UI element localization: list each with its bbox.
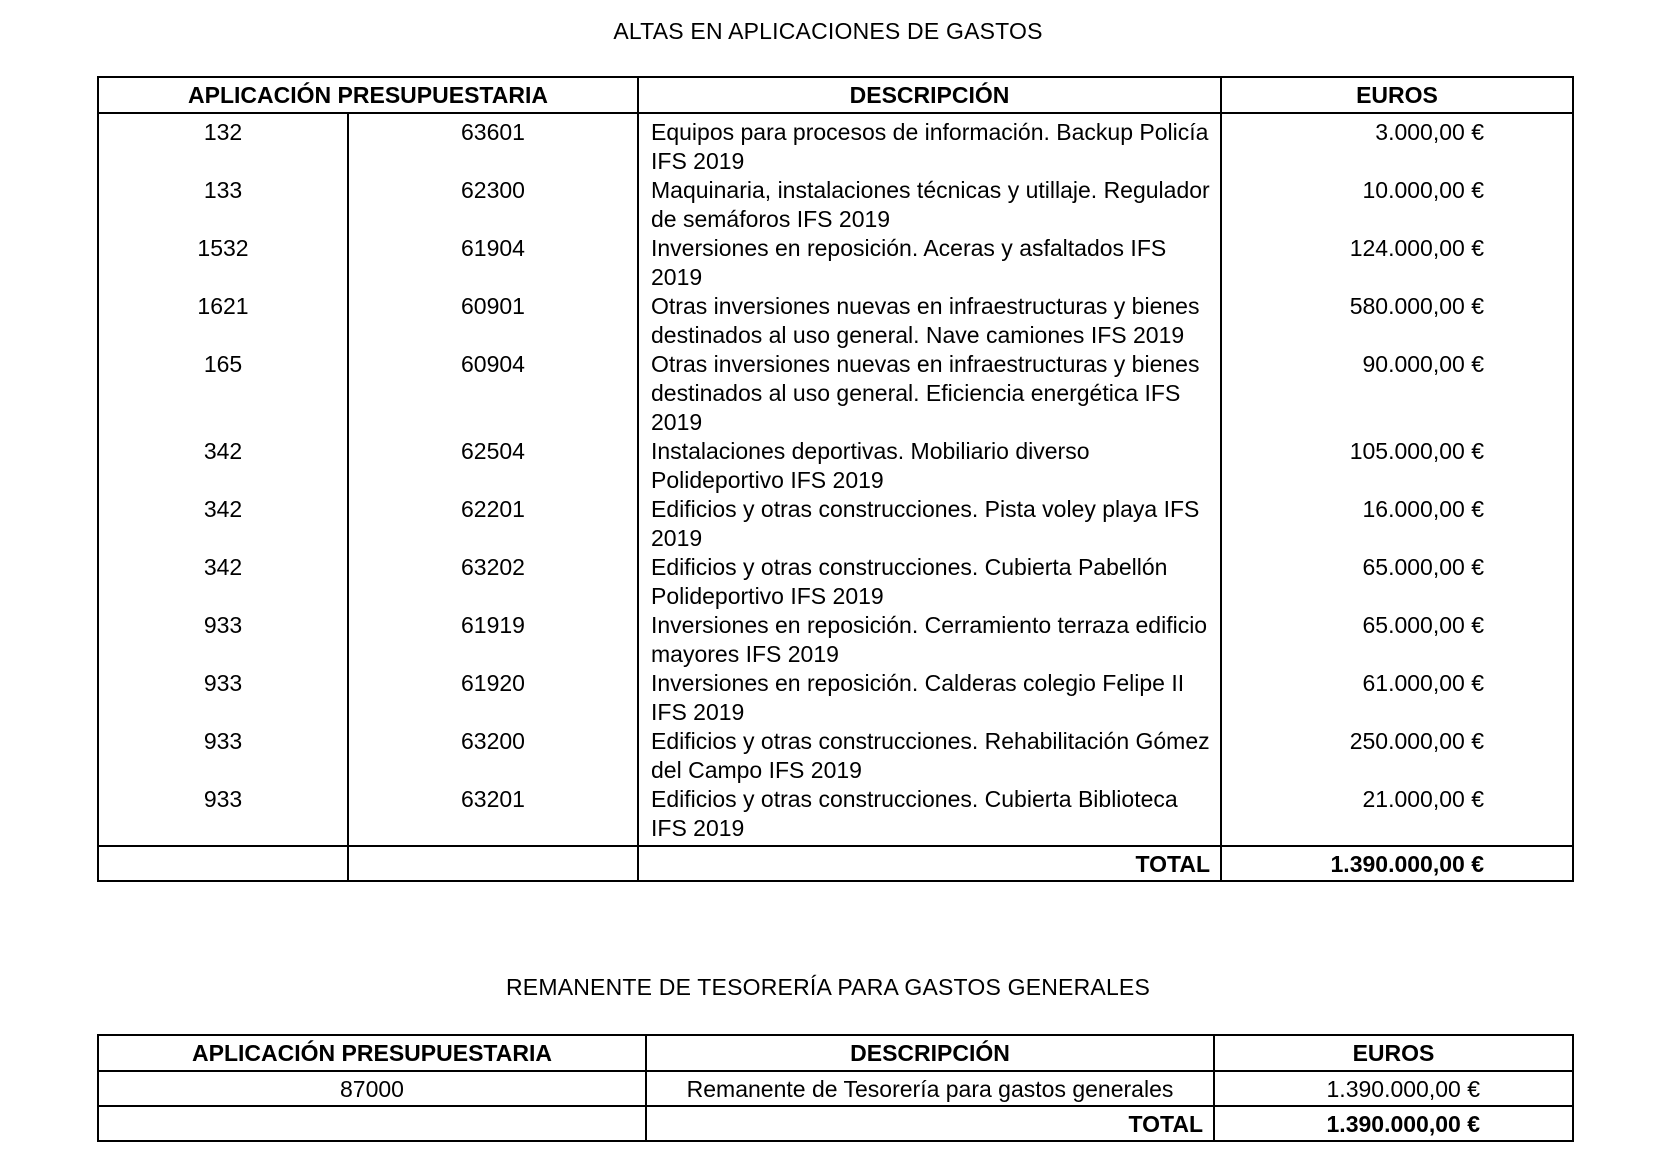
table-row: [98, 495, 1573, 553]
altas-table: [97, 76, 1574, 882]
header-euros: EUROS: [1214, 1035, 1573, 1071]
total-label: TOTAL: [646, 1106, 1214, 1141]
cell-economica: 61920: [348, 669, 638, 727]
header-row: [98, 77, 1573, 113]
altas-table-body: [98, 113, 1573, 846]
cell-descripcion: Edificios y otras construcciones. Cubierta Pabellón Polideportivo IFS 2019: [638, 553, 1221, 611]
table-row: [98, 611, 1573, 669]
table-row: [98, 234, 1573, 292]
cell-euros: 65.000,00 €: [1221, 611, 1573, 669]
cell-programa: 933: [98, 785, 348, 846]
cell-descripcion: Inversiones en reposición. Calderas colegio Felipe II IFS 2019: [638, 669, 1221, 727]
cell-descripcion: Inversiones en reposición. Cerramiento terraza edificio mayores IFS 2019: [638, 611, 1221, 669]
cell-descripcion: Remanente de Tesorería para gastos generales: [646, 1071, 1214, 1106]
cell-descripcion: Instalaciones deportivas. Mobiliario diverso Polideportivo IFS 2019: [638, 437, 1221, 495]
total-value: 1.390.000,00 €: [1214, 1106, 1573, 1141]
section1-title: ALTAS EN APLICACIONES DE GASTOS: [613, 18, 1043, 44]
table-row: [98, 437, 1573, 495]
cell-euros: 124.000,00 €: [1221, 234, 1573, 292]
cell-programa: 1621: [98, 292, 348, 350]
table-row: [98, 553, 1573, 611]
total-empty-cell: [348, 846, 638, 881]
cell-descripcion: Maquinaria, instalaciones técnicas y utillaje. Regulador de semáforos IFS 2019: [638, 176, 1221, 234]
cell-descripcion: Otras inversiones nuevas en infraestructuras y bienes destinados al uso general. Eficiencia energética IFS 2019: [638, 350, 1221, 437]
cell-economica: 62300: [348, 176, 638, 234]
cell-aplicacion: 87000: [98, 1071, 646, 1106]
table-row: [98, 785, 1573, 846]
table-row: [98, 1071, 1573, 1106]
cell-economica: 63202: [348, 553, 638, 611]
table-row: [98, 669, 1573, 727]
header-aplicacion: APLICACIÓN PRESUPUESTARIA: [98, 77, 638, 113]
cell-descripcion: Otras inversiones nuevas en infraestructuras y bienes destinados al uso general. Nave camiones IFS 2019: [638, 292, 1221, 350]
total-row: [98, 846, 1573, 881]
header-euros: EUROS: [1221, 77, 1573, 113]
table-row: [98, 727, 1573, 785]
cell-economica: 61904: [348, 234, 638, 292]
total-value: 1.390.000,00 €: [1221, 846, 1573, 881]
cell-economica: 63601: [348, 113, 638, 176]
cell-economica: 61919: [348, 611, 638, 669]
cell-programa: 342: [98, 553, 348, 611]
cell-programa: 133: [98, 176, 348, 234]
cell-programa: 933: [98, 669, 348, 727]
header-descripcion: DESCRIPCIÓN: [646, 1035, 1214, 1071]
cell-programa: 342: [98, 495, 348, 553]
cell-programa: 933: [98, 727, 348, 785]
table-row: [98, 113, 1573, 176]
cell-economica: 62504: [348, 437, 638, 495]
cell-economica: 63200: [348, 727, 638, 785]
cell-euros: 90.000,00 €: [1221, 350, 1573, 437]
cell-euros: 105.000,00 €: [1221, 437, 1573, 495]
cell-economica: 60904: [348, 350, 638, 437]
cell-descripcion: Edificios y otras construcciones. Rehabilitación Gómez del Campo IFS 2019: [638, 727, 1221, 785]
cell-euros: 65.000,00 €: [1221, 553, 1573, 611]
total-label: TOTAL: [638, 846, 1221, 881]
cell-euros: 1.390.000,00 €: [1214, 1071, 1573, 1106]
cell-programa: 165: [98, 350, 348, 437]
table-row: [98, 292, 1573, 350]
header-aplicacion: APLICACIÓN PRESUPUESTARIA: [98, 1035, 646, 1071]
remanente-table: [97, 1034, 1574, 1142]
table-row: [98, 176, 1573, 234]
cell-economica: 63201: [348, 785, 638, 846]
cell-economica: 62201: [348, 495, 638, 553]
cell-descripcion: Edificios y otras construcciones. Cubierta Biblioteca IFS 2019: [638, 785, 1221, 846]
cell-euros: 61.000,00 €: [1221, 669, 1573, 727]
cell-descripcion: Edificios y otras construcciones. Pista voley playa IFS 2019: [638, 495, 1221, 553]
cell-descripcion: Inversiones en reposición. Aceras y asfaltados IFS 2019: [638, 234, 1221, 292]
header-descripcion: DESCRIPCIÓN: [638, 77, 1221, 113]
total-empty-cell: [98, 1106, 646, 1141]
section2-title: REMANENTE DE TESORERÍA PARA GASTOS GENERALES: [505, 974, 1151, 1000]
cell-programa: 132: [98, 113, 348, 176]
table-row: [98, 350, 1573, 437]
header-row: [98, 1035, 1573, 1071]
cell-programa: 1532: [98, 234, 348, 292]
cell-euros: 16.000,00 €: [1221, 495, 1573, 553]
total-empty-cell: [98, 846, 348, 881]
cell-programa: 342: [98, 437, 348, 495]
cell-euros: 3.000,00 €: [1221, 113, 1573, 176]
cell-economica: 60901: [348, 292, 638, 350]
cell-euros: 10.000,00 €: [1221, 176, 1573, 234]
cell-programa: 933: [98, 611, 348, 669]
cell-descripcion: Equipos para procesos de información. Backup Policía IFS 2019: [638, 113, 1221, 176]
cell-euros: 580.000,00 €: [1221, 292, 1573, 350]
total-row: [98, 1106, 1573, 1141]
cell-euros: 21.000,00 €: [1221, 785, 1573, 846]
cell-euros: 250.000,00 €: [1221, 727, 1573, 785]
